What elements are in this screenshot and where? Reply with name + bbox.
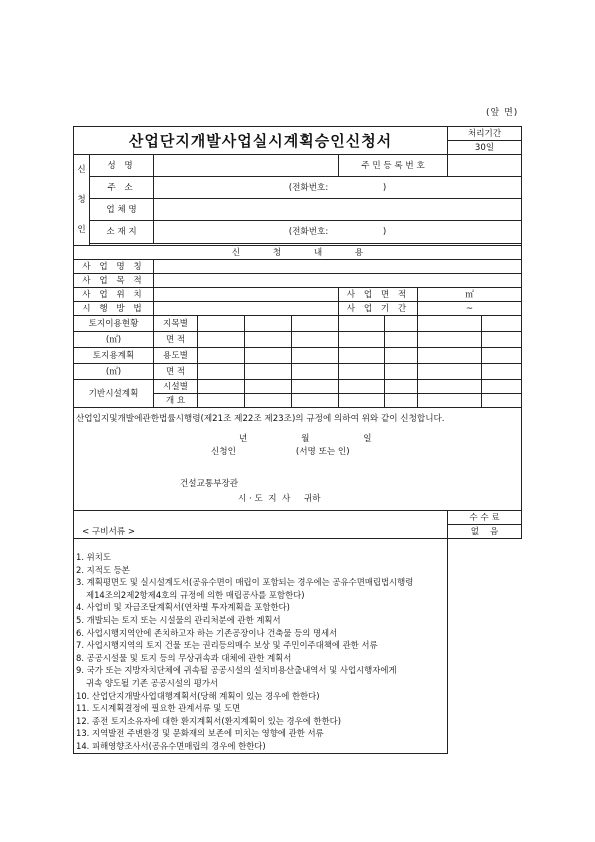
land-use-area-label: 면 적 — [154, 332, 198, 348]
land-use-area-cell[interactable] — [198, 332, 245, 348]
land-plan-area-cell[interactable] — [339, 364, 385, 380]
applicant-char-1: 신 — [77, 165, 86, 175]
form-title: 산업단지개발사업실시계획승인신청서 — [74, 127, 448, 155]
address-label: 주 소 — [90, 177, 154, 199]
land-plan-cell[interactable] — [339, 348, 385, 364]
doc-item: 13. 지역발전 주변환경 및 문화재의 보존에 미치는 영향에 관한 서류 — [76, 728, 324, 739]
land-plan-area-cell[interactable] — [385, 364, 418, 380]
doc-item: 14. 피해영향조사서(공유수면매립의 경우에 한한다) — [76, 740, 266, 751]
content-header: 신 청 내 용 — [74, 246, 522, 260]
land-plan-label: 토지용계획 — [74, 348, 154, 364]
doc-item: 4. 사업비 및 자금조달계획서(연차별 투자계획을 포함한다) — [76, 602, 290, 613]
location-phone-label: (전화번호: ) — [288, 226, 387, 237]
infra-summary-cell[interactable] — [245, 394, 292, 408]
address-field[interactable] — [154, 177, 522, 199]
application-form — [73, 126, 522, 754]
infra-summary-cell[interactable] — [198, 394, 245, 408]
infra-cell[interactable] — [385, 380, 418, 394]
resident-id-field[interactable] — [448, 155, 522, 177]
land-use-area-cell[interactable] — [385, 332, 418, 348]
applicant-group-label — [74, 155, 90, 246]
land-plan-cell[interactable] — [385, 348, 418, 364]
doc-item: 7. 사업시행지역의 토지 건물 또는 권리등의매수 보상 및 주민이주대책에 관한 서류 — [76, 640, 378, 651]
resident-id-label: 주 민 등 록 번 호 — [339, 155, 448, 177]
doc-item: 귀속 양도될 기존 공공시설의 평가서 — [86, 677, 219, 688]
project-area-field[interactable] — [418, 288, 522, 302]
infra-cell[interactable] — [418, 380, 482, 394]
authority-name: 건설교통부장관 — [180, 479, 239, 489]
land-use-cell[interactable] — [292, 316, 339, 332]
land-use-cell[interactable] — [385, 316, 418, 332]
execution-method-label: 시 행 방 법 — [74, 302, 154, 316]
land-use-area-cell[interactable] — [418, 332, 482, 348]
processing-period-value: 30일 — [448, 141, 522, 155]
doc-item: 5. 개발되는 토지 또는 시설물의 관리처분에 관한 계획서 — [76, 614, 281, 625]
infra-summary-cell[interactable] — [339, 394, 385, 408]
land-use-unit: (㎡) — [74, 332, 154, 348]
company-name-label: 업 체 명 — [90, 199, 154, 221]
required-docs-header: < 구비서류 > — [74, 511, 448, 539]
infra-cell[interactable] — [198, 380, 245, 394]
address-phone-label: (전화번호: ) — [288, 182, 387, 193]
land-plan-area-cell[interactable] — [292, 364, 339, 380]
declaration-date: 년 월 일 — [239, 434, 372, 444]
land-plan-area-label: 면 적 — [154, 364, 198, 380]
land-use-area-cell[interactable] — [482, 332, 522, 348]
declaration-block — [74, 408, 522, 511]
execution-method-field[interactable] — [154, 302, 339, 316]
company-location-field[interactable] — [154, 221, 522, 243]
land-use-cell[interactable] — [198, 316, 245, 332]
area-unit: ㎡ — [465, 289, 474, 300]
doc-item: 11. 도시계획결정에 필요한 관계서류 및 도면 — [76, 703, 241, 714]
fee-blank — [448, 539, 522, 754]
infra-cell[interactable] — [482, 380, 522, 394]
land-use-area-cell[interactable] — [339, 332, 385, 348]
land-plan-cell[interactable] — [418, 348, 482, 364]
land-use-category-label: 지목별 — [154, 316, 198, 332]
land-plan-area-cell[interactable] — [418, 364, 482, 380]
land-use-cell[interactable] — [418, 316, 482, 332]
land-plan-unit: (㎡) — [74, 364, 154, 380]
processing-period-label: 처리기간 — [448, 127, 522, 141]
required-docs-list — [74, 539, 448, 754]
project-period-label: 사 업 기 간 — [339, 302, 418, 316]
applicant-signature-label: 신청인 — [211, 447, 236, 457]
doc-item: 2. 지적도 등본 — [76, 564, 130, 575]
project-purpose-label: 사 업 목 적 — [74, 274, 154, 288]
project-purpose-field[interactable] — [154, 274, 522, 288]
project-name-label: 사 업 명 칭 — [74, 260, 154, 274]
name-label: 성 명 — [90, 155, 154, 177]
land-plan-cell[interactable] — [198, 348, 245, 364]
land-use-label: 토지이용현황 — [74, 316, 154, 332]
period-separator: ~ — [465, 303, 474, 314]
land-plan-area-cell[interactable] — [245, 364, 292, 380]
infra-cell[interactable] — [292, 380, 339, 394]
declaration-text: 산업입지및개발에관한법률시행령(제21조 제22조 제23조)의 규정에 의하여 위와 같이 신청합니다. — [76, 414, 445, 424]
doc-item: 3. 계획평면도 및 실시설계도서(공유수면이 매립이 포함되는 경우에는 공유수면매립법시행령 — [76, 577, 414, 588]
land-use-cell[interactable] — [482, 316, 522, 332]
applicant-char-2: 청 — [77, 195, 86, 205]
land-use-area-cell[interactable] — [292, 332, 339, 348]
infra-summary-label: 개 요 — [154, 394, 198, 408]
company-location-label: 소 재 지 — [90, 221, 154, 243]
project-name-field[interactable] — [154, 260, 522, 274]
doc-item: 6. 사업시행지역안에 존치하고자 하는 기존공장이나 건축물 등의 명세서 — [76, 627, 338, 638]
land-plan-area-cell[interactable] — [482, 364, 522, 380]
project-site-field[interactable] — [154, 288, 339, 302]
company-name-field[interactable] — [154, 199, 522, 221]
land-use-area-cell[interactable] — [245, 332, 292, 348]
land-plan-cell[interactable] — [245, 348, 292, 364]
doc-item: 12. 종전 토지소유자에 대한 환지계획서(환지계획이 있는 경우에 한한다) — [76, 715, 342, 726]
page-side-label: (앞 면) — [486, 108, 519, 118]
infra-facility-label: 시설별 — [154, 380, 198, 394]
doc-item: 제14조의2제2항제4호의 규정에 의한 매립공사를 포함한다) — [86, 589, 305, 600]
land-use-cell[interactable] — [245, 316, 292, 332]
project-site-label: 사 업 위 치 — [74, 288, 154, 302]
doc-item: 9. 국가 또는 지방자치단체에 귀속될 공공시설의 설치비용산출내역서 및 사업시행자에게 — [76, 665, 397, 676]
infra-summary-cell[interactable] — [385, 394, 418, 408]
applicant-char-3: 인 — [77, 225, 86, 235]
name-field[interactable] — [154, 155, 339, 177]
fee-label: 수 수 료 — [448, 511, 522, 525]
land-plan-cell[interactable] — [292, 348, 339, 364]
infra-cell[interactable] — [245, 380, 292, 394]
doc-item: 1. 위치도 — [76, 552, 111, 562]
fee-value: 없 음 — [448, 525, 522, 539]
land-plan-usage-label: 용도별 — [154, 348, 198, 364]
land-plan-area-cell[interactable] — [198, 364, 245, 380]
infra-summary-cell[interactable] — [482, 394, 522, 408]
doc-item: 10. 산업단지개발사업대행계획서(당해 계획이 있는 경우에 한한다) — [76, 690, 320, 701]
infra-summary-cell[interactable] — [292, 394, 339, 408]
signature-note: (서명 또는 인) — [295, 447, 350, 457]
doc-item: 8. 공공시설물 및 토지 등의 무상귀속과 대체에 관한 계획서 — [76, 652, 292, 663]
land-use-cell[interactable] — [339, 316, 385, 332]
land-plan-cell[interactable] — [482, 348, 522, 364]
project-period-field[interactable] — [418, 302, 522, 316]
infra-summary-cell[interactable] — [418, 394, 482, 408]
project-area-label: 사 업 면 적 — [339, 288, 418, 302]
recipient-line: 시 · 도 지 사 귀하 — [238, 494, 321, 504]
infra-plan-label: 기반시설계획 — [74, 380, 154, 408]
infra-cell[interactable] — [339, 380, 385, 394]
